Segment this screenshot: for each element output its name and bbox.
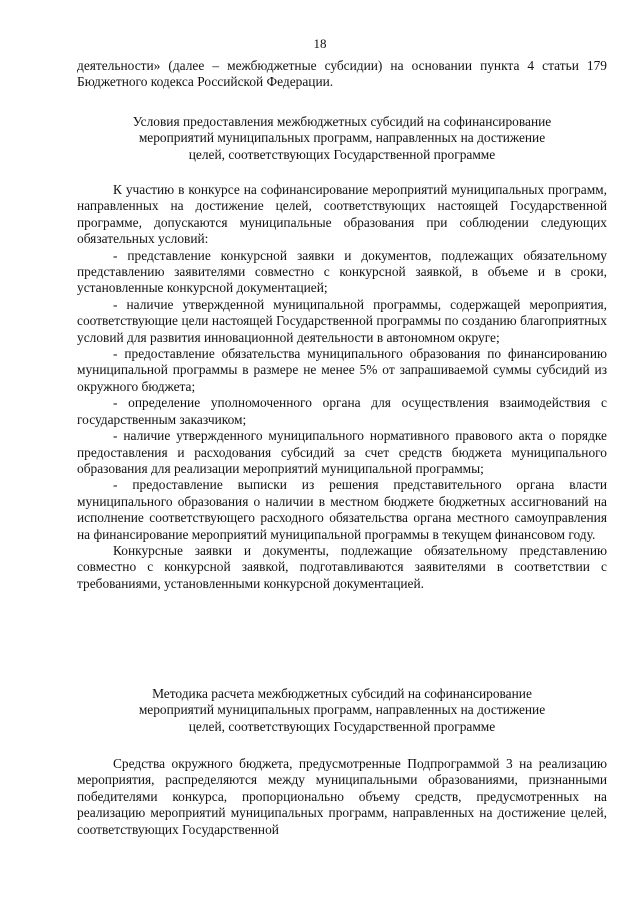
paragraph: Средства окружного бюджета, предусмотренные Подпрограммой 3 на реализацию мероприятия, распределяются между муниципальными образованиями, признанными победителями конкурса, пропорционально объему средств, предусмотренных на реализацию мероприятий муниципальных программ, направленных на достижение целей, соответствующих Государственной (77, 756, 607, 837)
heading-line: мероприятий муниципальных программ, направленных на достижение (138, 702, 546, 718)
paragraph: К участию в конкурсе на софинансирование мероприятий муниципальных программ, направленных на достижение целей, соответствующих настоящей Государственной программе, допускаются муниципальные образования при соблюдении следующих обязательных условий: (77, 182, 607, 247)
heading-line: Условия предоставления межбюджетных субсидий на софинансирование (132, 114, 552, 129)
list-item: - наличие утвержденного муниципального нормативного правового акта о порядке предоставления и расходования субсидий за счет средств бюджета муниципального образования для реализации мероприятий муниципальной программы; (77, 428, 607, 476)
list-item: - представление конкурсной заявки и документов, подлежащих обязательному представлению заявителями совместно с конкурсной заявкой, в объеме и в сроки, установленные конкурсной документацией; (77, 247, 607, 296)
heading-line: целей, соответствующих Государственной программе (188, 146, 496, 162)
list-item: - наличие утвержденной муниципальной программы, содержащей мероприятия, соответствующие цели настоящей Государственной программы по созданию благоприятных условий для развития инновационной деятельности в автономном округе; (77, 296, 607, 345)
heading-line: целей, соответствующих Государственной программе (188, 718, 496, 734)
section-heading-conditions (77, 114, 607, 163)
section-body-conditions (77, 182, 607, 592)
paragraph: Конкурсные заявки и документы, подлежащие обязательному представлению совместно с конкурсной заявкой, подготавливаются заявителями в соответствии с требованиями, установленными конкурсной документацией. (77, 542, 607, 591)
list-item: - предоставление обязательства муниципального образования по финансированию муниципальной программы в размере не менее 5% от запрашиваемой суммы субсидий из окружного бюджета; (77, 346, 607, 394)
intro-text: деятельности» (далее – межбюджетные субсидии) на основании пункта 4 статьи 179 Бюджетного кодекса Российской Федерации. (77, 58, 607, 90)
list-item: - определение уполномоченного органа для осуществления взаимодействия с государственным заказчиком; (77, 395, 607, 427)
intro-paragraph (77, 58, 607, 91)
list-item: - предоставление выписки из решения представительного органа власти муниципального образования о наличии в местном бюджете бюджетных ассигнований на исполнение соответствующего расходного обязательства органа местного самоуправления на финансирование мероприятий муниципальной программы в текущем финансовом году. (77, 477, 607, 542)
section-heading-methodology (77, 686, 607, 735)
heading-line: мероприятий муниципальных программ, направленных на достижение (138, 130, 546, 146)
page-number: 18 (313, 36, 327, 51)
section-body-methodology (77, 756, 607, 838)
heading-line: Методика расчета межбюджетных субсидий на софинансирование (152, 686, 532, 701)
